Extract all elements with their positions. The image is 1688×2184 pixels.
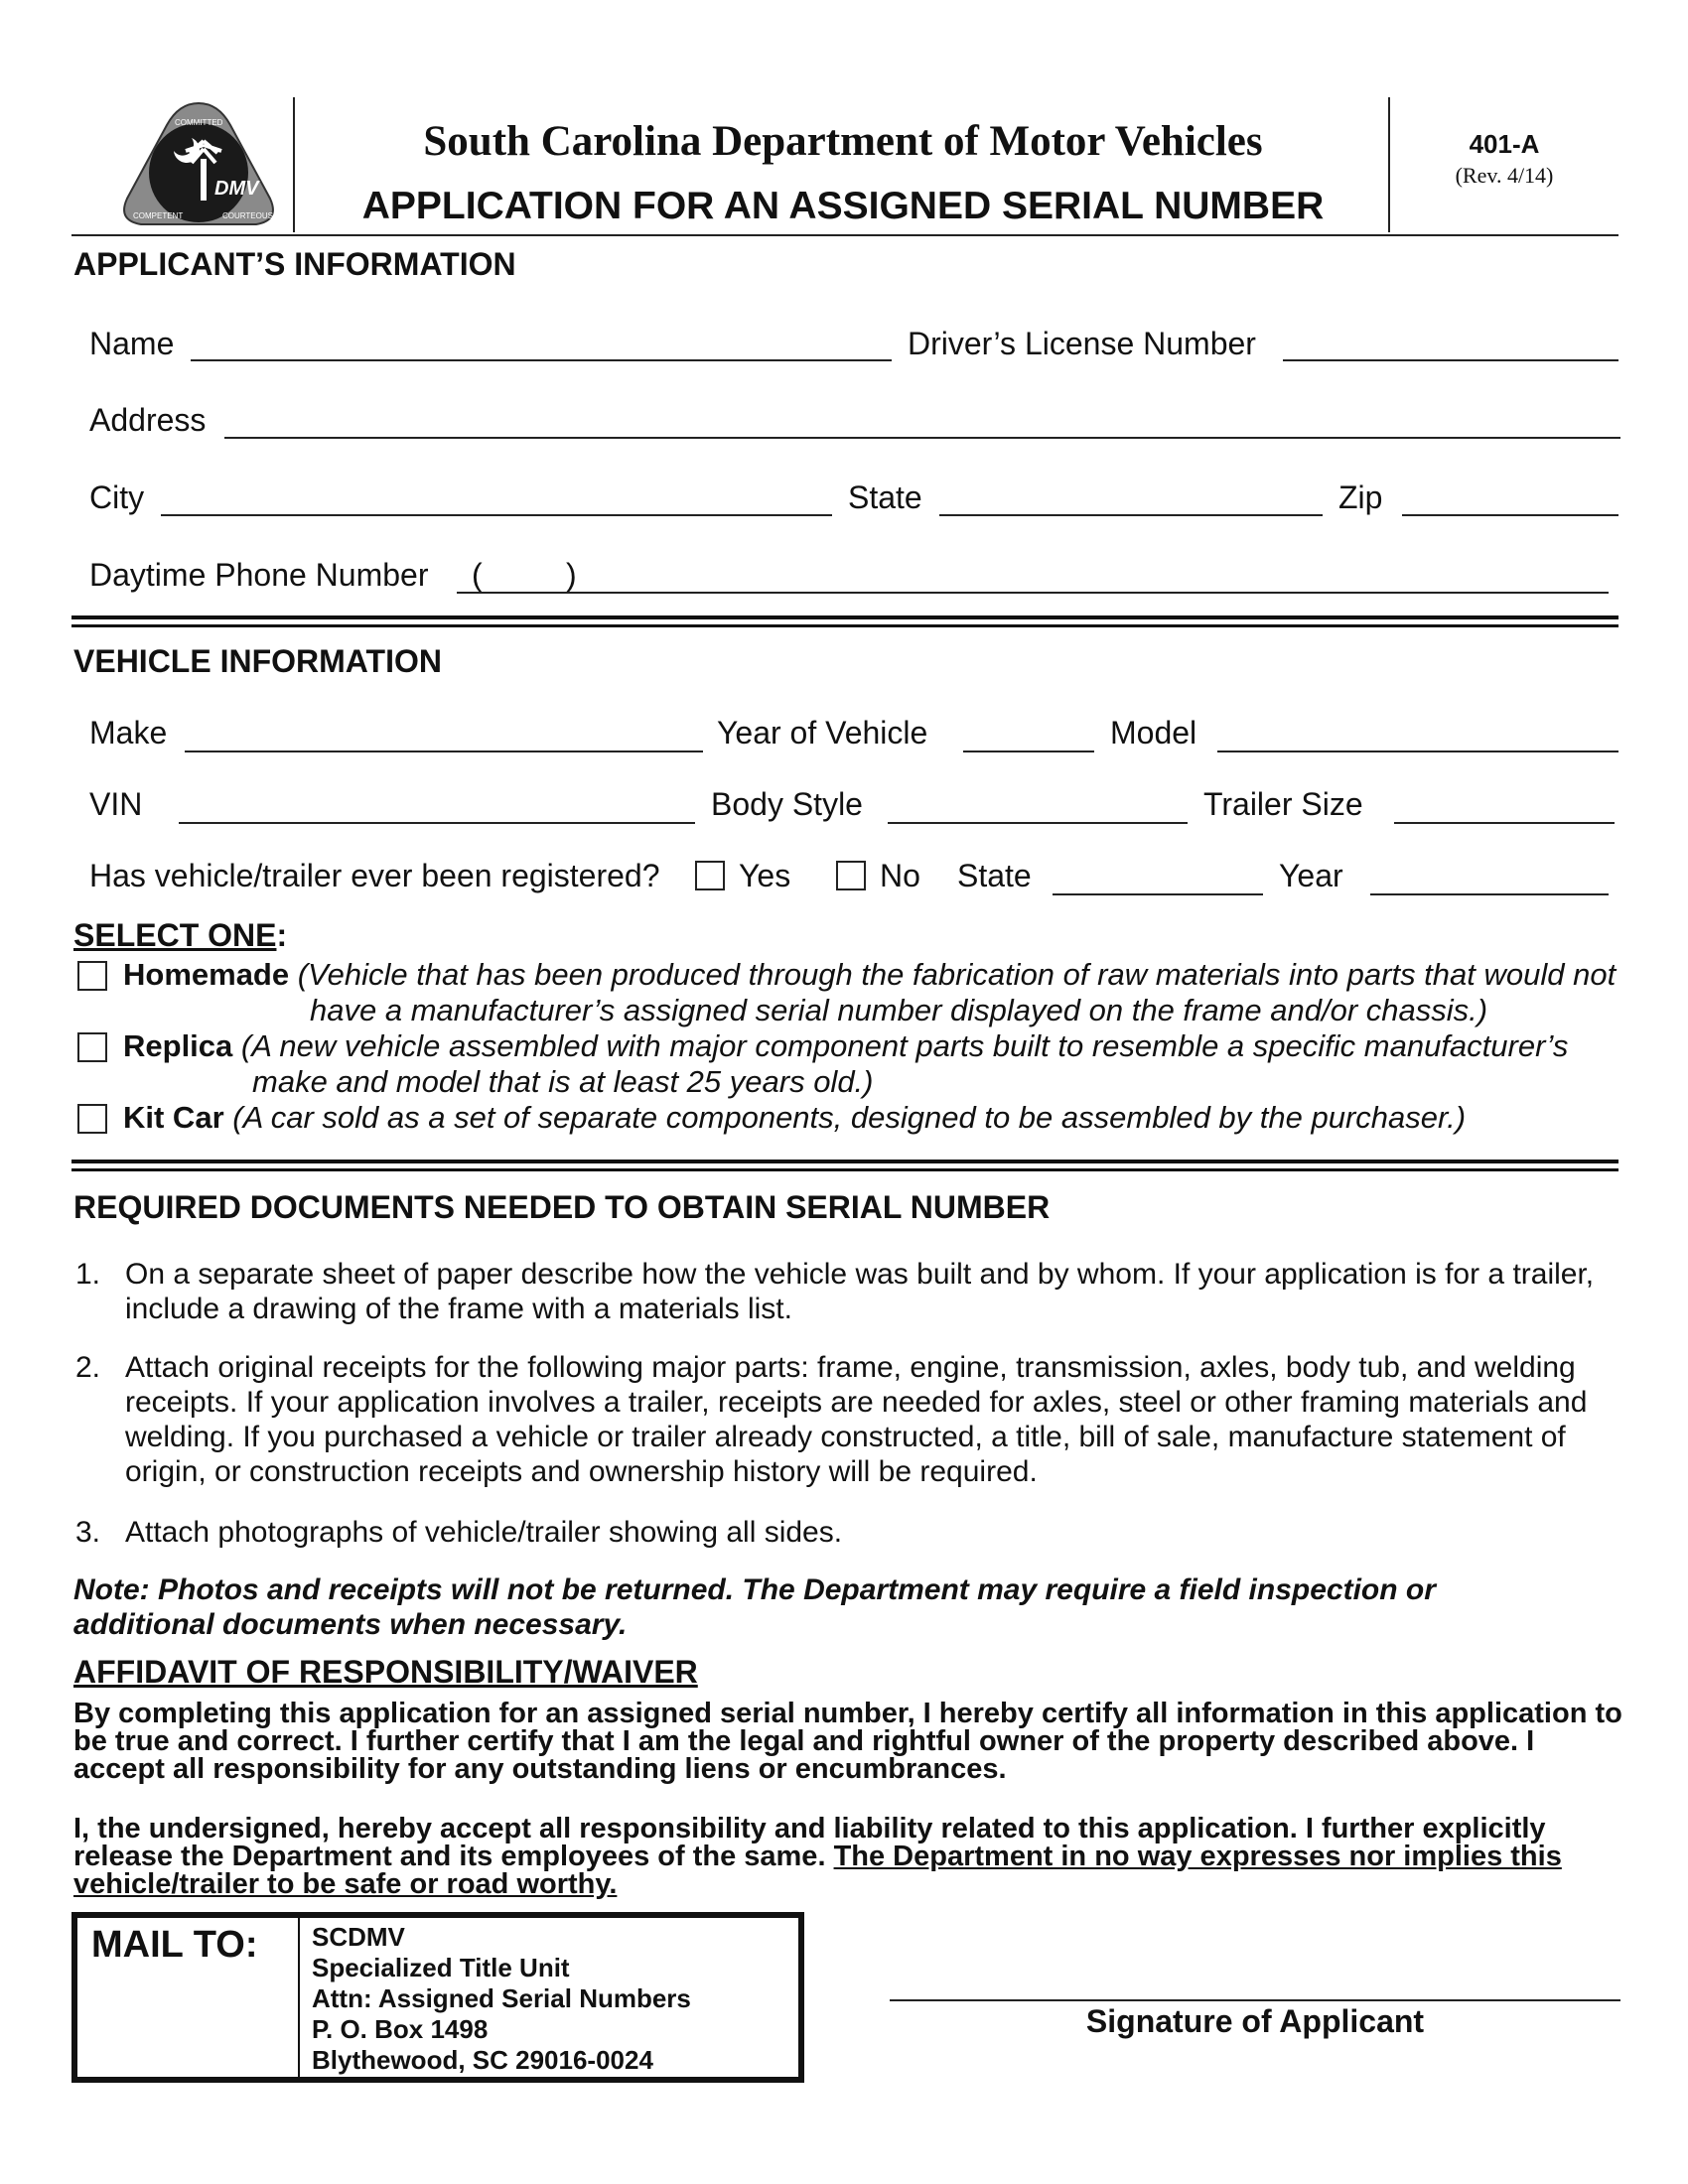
mail-address-line: Attn: Assigned Serial Numbers [312,1983,691,2013]
logo-right-text: COURTEOUS [222,211,273,220]
registered-yes-checkbox[interactable] [695,861,725,890]
header-rule [71,234,1618,236]
kit-car-checkbox[interactable] [77,1104,107,1134]
homemade-option [123,957,1616,993]
registered-state-field[interactable] [1053,893,1263,895]
select-one-heading-wrap [73,917,287,954]
applicant-heading: APPLICANT’S INFORMATION [73,246,516,282]
registered-year-field[interactable] [1370,893,1609,895]
body-style-label: Body Style [711,786,863,822]
mail-address-line: Specialized Title Unit [312,1953,570,1982]
required-item-text: Attach original receipts for the following major parts: frame, engine, transmission, axles, body tub, and welding receipts. If your application involves a trailer, receipts are needed for axles, steel or other framing materials and welding. If you purchased a vehicle or trailer already constructed, a title, bill of sale, manufacture statement of origin, or construction receipts and ownership history will be required. [125,1351,1588,1488]
required-heading: REQUIRED DOCUMENTS NEEDED TO OBTAIN SERIAL NUMBER [73,1189,1051,1225]
header-divider-left [293,97,295,232]
registered-year-label: Year [1279,858,1343,893]
model-label: Model [1110,715,1197,751]
drivers-license-field[interactable] [1283,359,1618,361]
select-one-colon: : [276,917,288,953]
name-field[interactable] [191,359,892,361]
mail-address-line: P. O. Box 1498 [312,2014,489,2044]
dmv-logo [119,99,278,238]
signature-field[interactable] [890,1999,1620,2001]
make-field[interactable] [185,751,703,752]
section-divider-1 [71,615,1618,627]
homemade-desc-2: have a manufacturer’s assigned serial number displayed on the frame and/or chassis.) [310,993,1488,1027]
mail-address-line: Blythewood, SC 29016-0024 [312,2045,653,2075]
city-label: City [89,479,145,515]
required-item-text: On a separate sheet of paper describe how the vehicle was built and by whom. If your application is for a trailer, include a drawing of the frame with a materials list. [125,1258,1595,1325]
replica-desc-2: make and model that is at least 25 years old.) [252,1064,874,1099]
vehicle-heading: VEHICLE INFORMATION [73,643,442,679]
registered-yes-label: Yes [739,858,791,893]
replica-checkbox[interactable] [77,1032,107,1062]
make-label: Make [89,715,168,751]
select-one-heading: SELECT ONE [73,917,277,953]
logo-top-text: COMMITTED [175,118,223,127]
state-field[interactable] [939,514,1323,516]
phone-field[interactable] [457,592,1609,594]
affidavit-paragraph-2-text: I, the undersigned, hereby accept all responsibility and liability related to this application. I further explicitly release the Department and its employees of the same. [73,1813,1546,1872]
agency-name: South Carolina Department of Motor Vehicles [423,118,1263,165]
zip-label: Zip [1338,479,1383,515]
affidavit-disclaimer: The Department in no way expresses nor implies this vehicle/trailer to be safe or road worthy. [73,1841,1562,1900]
year-of-vehicle-label: Year of Vehicle [717,715,928,751]
required-item-number: 3. [75,1516,101,1549]
required-note: Note: Photos and receipts will not be returned. The Department may require a field inspection or additional documents when necessary. [73,1573,1436,1641]
form-revision: (Rev. 4/14) [1455,163,1554,188]
registered-no-label: No [880,858,920,893]
year-of-vehicle-field[interactable] [963,751,1094,752]
registered-question: Has vehicle/trailer ever been registered? [89,858,660,893]
registered-no-checkbox[interactable] [836,861,866,890]
form-title: APPLICATION FOR AN ASSIGNED SERIAL NUMBER [361,185,1325,227]
mail-to-box [71,1912,804,2083]
affidavit-paragraph-2 [73,1815,1624,1898]
state-label: State [848,479,922,515]
affidavit-heading: AFFIDAVIT OF RESPONSIBILITY/WAIVER [73,1654,698,1690]
phone-area-close: ) [566,557,577,593]
section-divider-2 [71,1160,1618,1171]
zip-field[interactable] [1402,514,1618,516]
phone-area-open: ( [472,557,483,593]
replica-desc-1: (A new vehicle assembled with major component parts built to resemble a specific manufacturer’s [240,1028,1569,1063]
required-item-number: 1. [75,1258,101,1291]
required-item-text: Attach photographs of vehicle/trailer showing all sides. [125,1516,843,1549]
city-field[interactable] [161,514,832,516]
logo-dmv-text: DMV [214,178,259,200]
kit-car-label: Kit Car [123,1100,224,1135]
required-item-number: 2. [75,1351,101,1384]
model-field[interactable] [1217,751,1618,752]
mail-to-label: MAIL TO: [91,1924,258,1966]
vin-field[interactable] [179,822,695,824]
body-style-field[interactable] [888,822,1188,824]
address-field[interactable] [224,437,1620,439]
form-number: 401-A [1469,129,1540,159]
homemade-label: Homemade [123,957,290,992]
signature-label: Signature of Applicant [1085,2003,1425,2039]
mail-address [312,1922,691,2076]
kit-car-desc: (A car sold as a set of separate components, designed to be assembled by the purchaser.) [232,1100,1467,1135]
kit-car-option [123,1100,1466,1136]
drivers-license-label: Driver’s License Number [908,326,1256,361]
mail-address-line: SCDMV [312,1922,405,1952]
homemade-desc-1: (Vehicle that has been produced through the fabrication of raw materials into parts that would not [297,957,1617,992]
phone-label: Daytime Phone Number [89,557,429,593]
affidavit-paragraph-1: By completing this application for an assigned serial number, I hereby certify all information in this application to be true and correct. I further certify that I am the legal and rightful owner of the property described above. I accept all responsibility for any outstanding liens or encumbrances. [73,1698,1622,1785]
trailer-size-field[interactable] [1394,822,1615,824]
homemade-checkbox[interactable] [77,961,107,991]
address-label: Address [89,402,207,438]
trailer-size-label: Trailer Size [1203,786,1363,822]
mail-to-divider [298,1918,300,2077]
replica-option [123,1028,1568,1064]
replica-label: Replica [123,1028,233,1063]
vin-label: VIN [89,786,143,822]
registered-state-label: State [957,858,1032,893]
name-label: Name [89,326,175,361]
logo-left-text: COMPETENT [133,211,184,220]
